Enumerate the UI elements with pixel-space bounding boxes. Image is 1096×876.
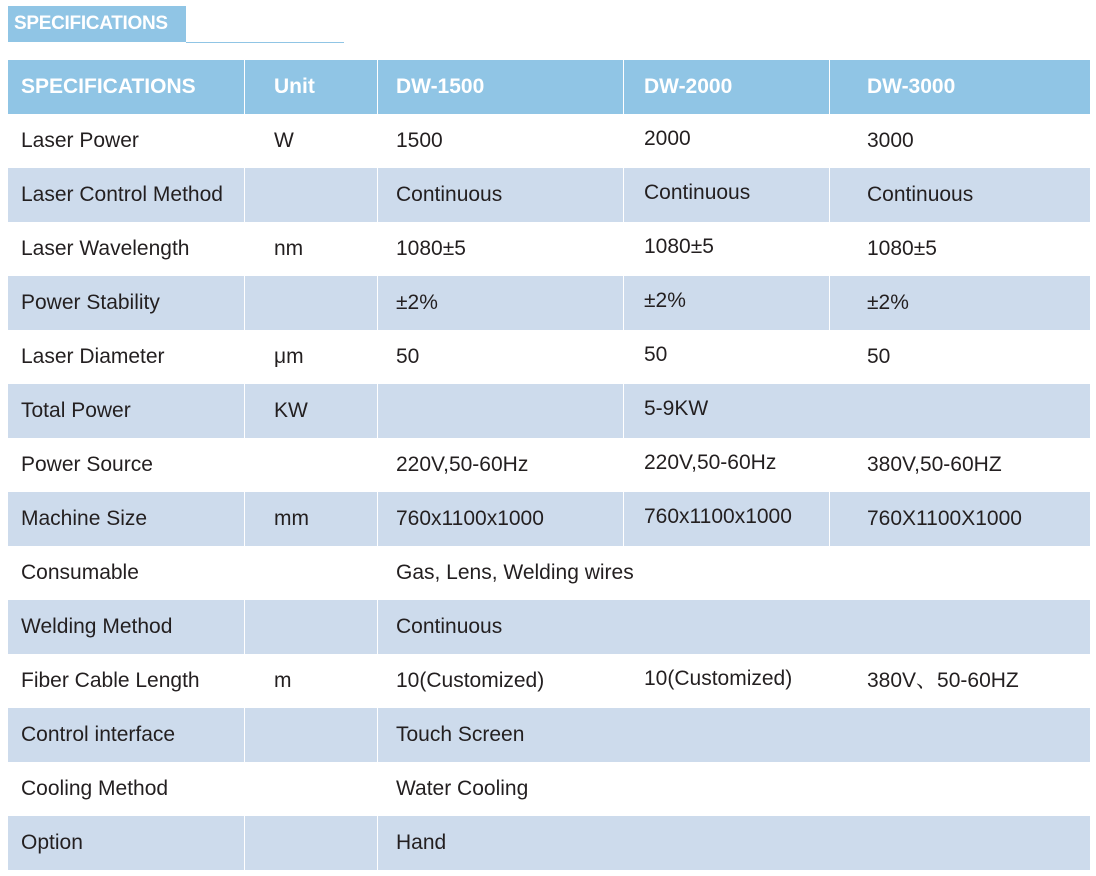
section-title: SPECIFICATIONS (8, 6, 186, 42)
value-dw-2000: 1080±5 (644, 235, 714, 258)
table-row (8, 762, 1090, 816)
table-row (8, 276, 1090, 330)
empty-cell (378, 384, 624, 438)
value-dw-1500: 50 (396, 345, 420, 368)
header-dw-3000: DW-3000 (867, 75, 956, 98)
row-label: Option (8, 816, 245, 870)
value-dw-2000: ±2% (624, 276, 830, 330)
row-label: Laser Diameter (21, 345, 165, 368)
row-label: Power Stability (8, 276, 245, 330)
value-all-models: 5-9KW (644, 397, 709, 420)
value-dw-1500: 760x1100x1000 (378, 492, 624, 546)
row-label: Total Power (8, 384, 245, 438)
table-row (8, 114, 1090, 168)
header-unit: Unit (245, 60, 378, 114)
row-unit: m (274, 669, 292, 692)
row-unit (245, 600, 378, 654)
value-dw-3000: 380V、50-60HZ (867, 669, 1019, 692)
value-all-models: Touch Screen (396, 723, 525, 746)
value-dw-1500: ±2% (378, 276, 624, 330)
row-unit: mm (245, 492, 378, 546)
row-unit (245, 168, 378, 222)
row-unit (245, 438, 378, 492)
table-row (8, 384, 1090, 438)
value-all-models: Continuous (396, 615, 503, 638)
value-dw-1500: 220V,50-60Hz (396, 453, 529, 476)
row-label: Laser Control Method (8, 168, 245, 222)
row-label: Power Source (21, 453, 153, 476)
value-dw-3000: 50 (867, 345, 891, 368)
header-specifications: SPECIFICATIONS (8, 60, 245, 114)
table-row (8, 816, 1090, 870)
header-dw-1500: DW-1500 (378, 60, 624, 114)
value-dw-3000: 3000 (867, 129, 914, 152)
header-dw-2000: DW-2000 (624, 60, 830, 114)
value-dw-2000: 760x1100x1000 (624, 492, 830, 546)
row-unit (245, 816, 378, 870)
value-dw-3000: 380V,50-60HZ (867, 453, 1002, 476)
row-unit (245, 708, 378, 762)
row-unit (245, 762, 378, 816)
row-unit: μm (274, 345, 304, 368)
value-dw-3000: 760X1100X1000 (867, 507, 1022, 530)
row-label: Laser Wavelength (21, 237, 190, 260)
table-row (8, 654, 1090, 708)
section-title-rule (186, 42, 344, 43)
value-all-models: Gas, Lens, Welding wires (396, 561, 634, 584)
value-dw-3000: ±2% (867, 291, 909, 314)
table-header-row (8, 60, 1090, 114)
row-label: Laser Power (21, 129, 139, 152)
table-row (8, 600, 1090, 654)
value-dw-1500: 10(Customized) (396, 669, 545, 692)
table-row (8, 330, 1090, 384)
row-label: Machine Size (8, 492, 245, 546)
row-unit (245, 546, 378, 600)
value-dw-2000: 10(Customized) (644, 667, 793, 690)
value-all-models: Hand (396, 831, 447, 854)
value-dw-1500: 1500 (396, 129, 443, 152)
value-dw-3000: Continuous (867, 183, 974, 206)
row-unit: KW (245, 384, 378, 438)
value-dw-2000: 220V,50-60Hz (644, 451, 777, 474)
row-label: Consumable (21, 561, 139, 584)
value-all-models: Water Cooling (396, 777, 529, 800)
value-dw-3000: 1080±5 (867, 237, 937, 260)
value-dw-2000: 50 (644, 343, 668, 366)
table-row (8, 708, 1090, 762)
table-row (8, 492, 1090, 546)
row-unit: nm (274, 237, 304, 260)
table-row (8, 222, 1090, 276)
value-dw-1500: Continuous (378, 168, 624, 222)
value-dw-2000: 2000 (644, 127, 691, 150)
value-dw-2000: Continuous (624, 168, 830, 222)
table-row (8, 168, 1090, 222)
row-label: Welding Method (8, 600, 245, 654)
row-label: Cooling Method (21, 777, 169, 800)
row-label: Fiber Cable Length (21, 669, 200, 692)
row-label: Control interface (8, 708, 245, 762)
table-row (8, 546, 1090, 600)
specifications-table (8, 60, 1090, 870)
table-row (8, 438, 1090, 492)
value-dw-1500: 1080±5 (396, 237, 466, 260)
row-unit (245, 276, 378, 330)
row-unit: W (274, 129, 294, 152)
